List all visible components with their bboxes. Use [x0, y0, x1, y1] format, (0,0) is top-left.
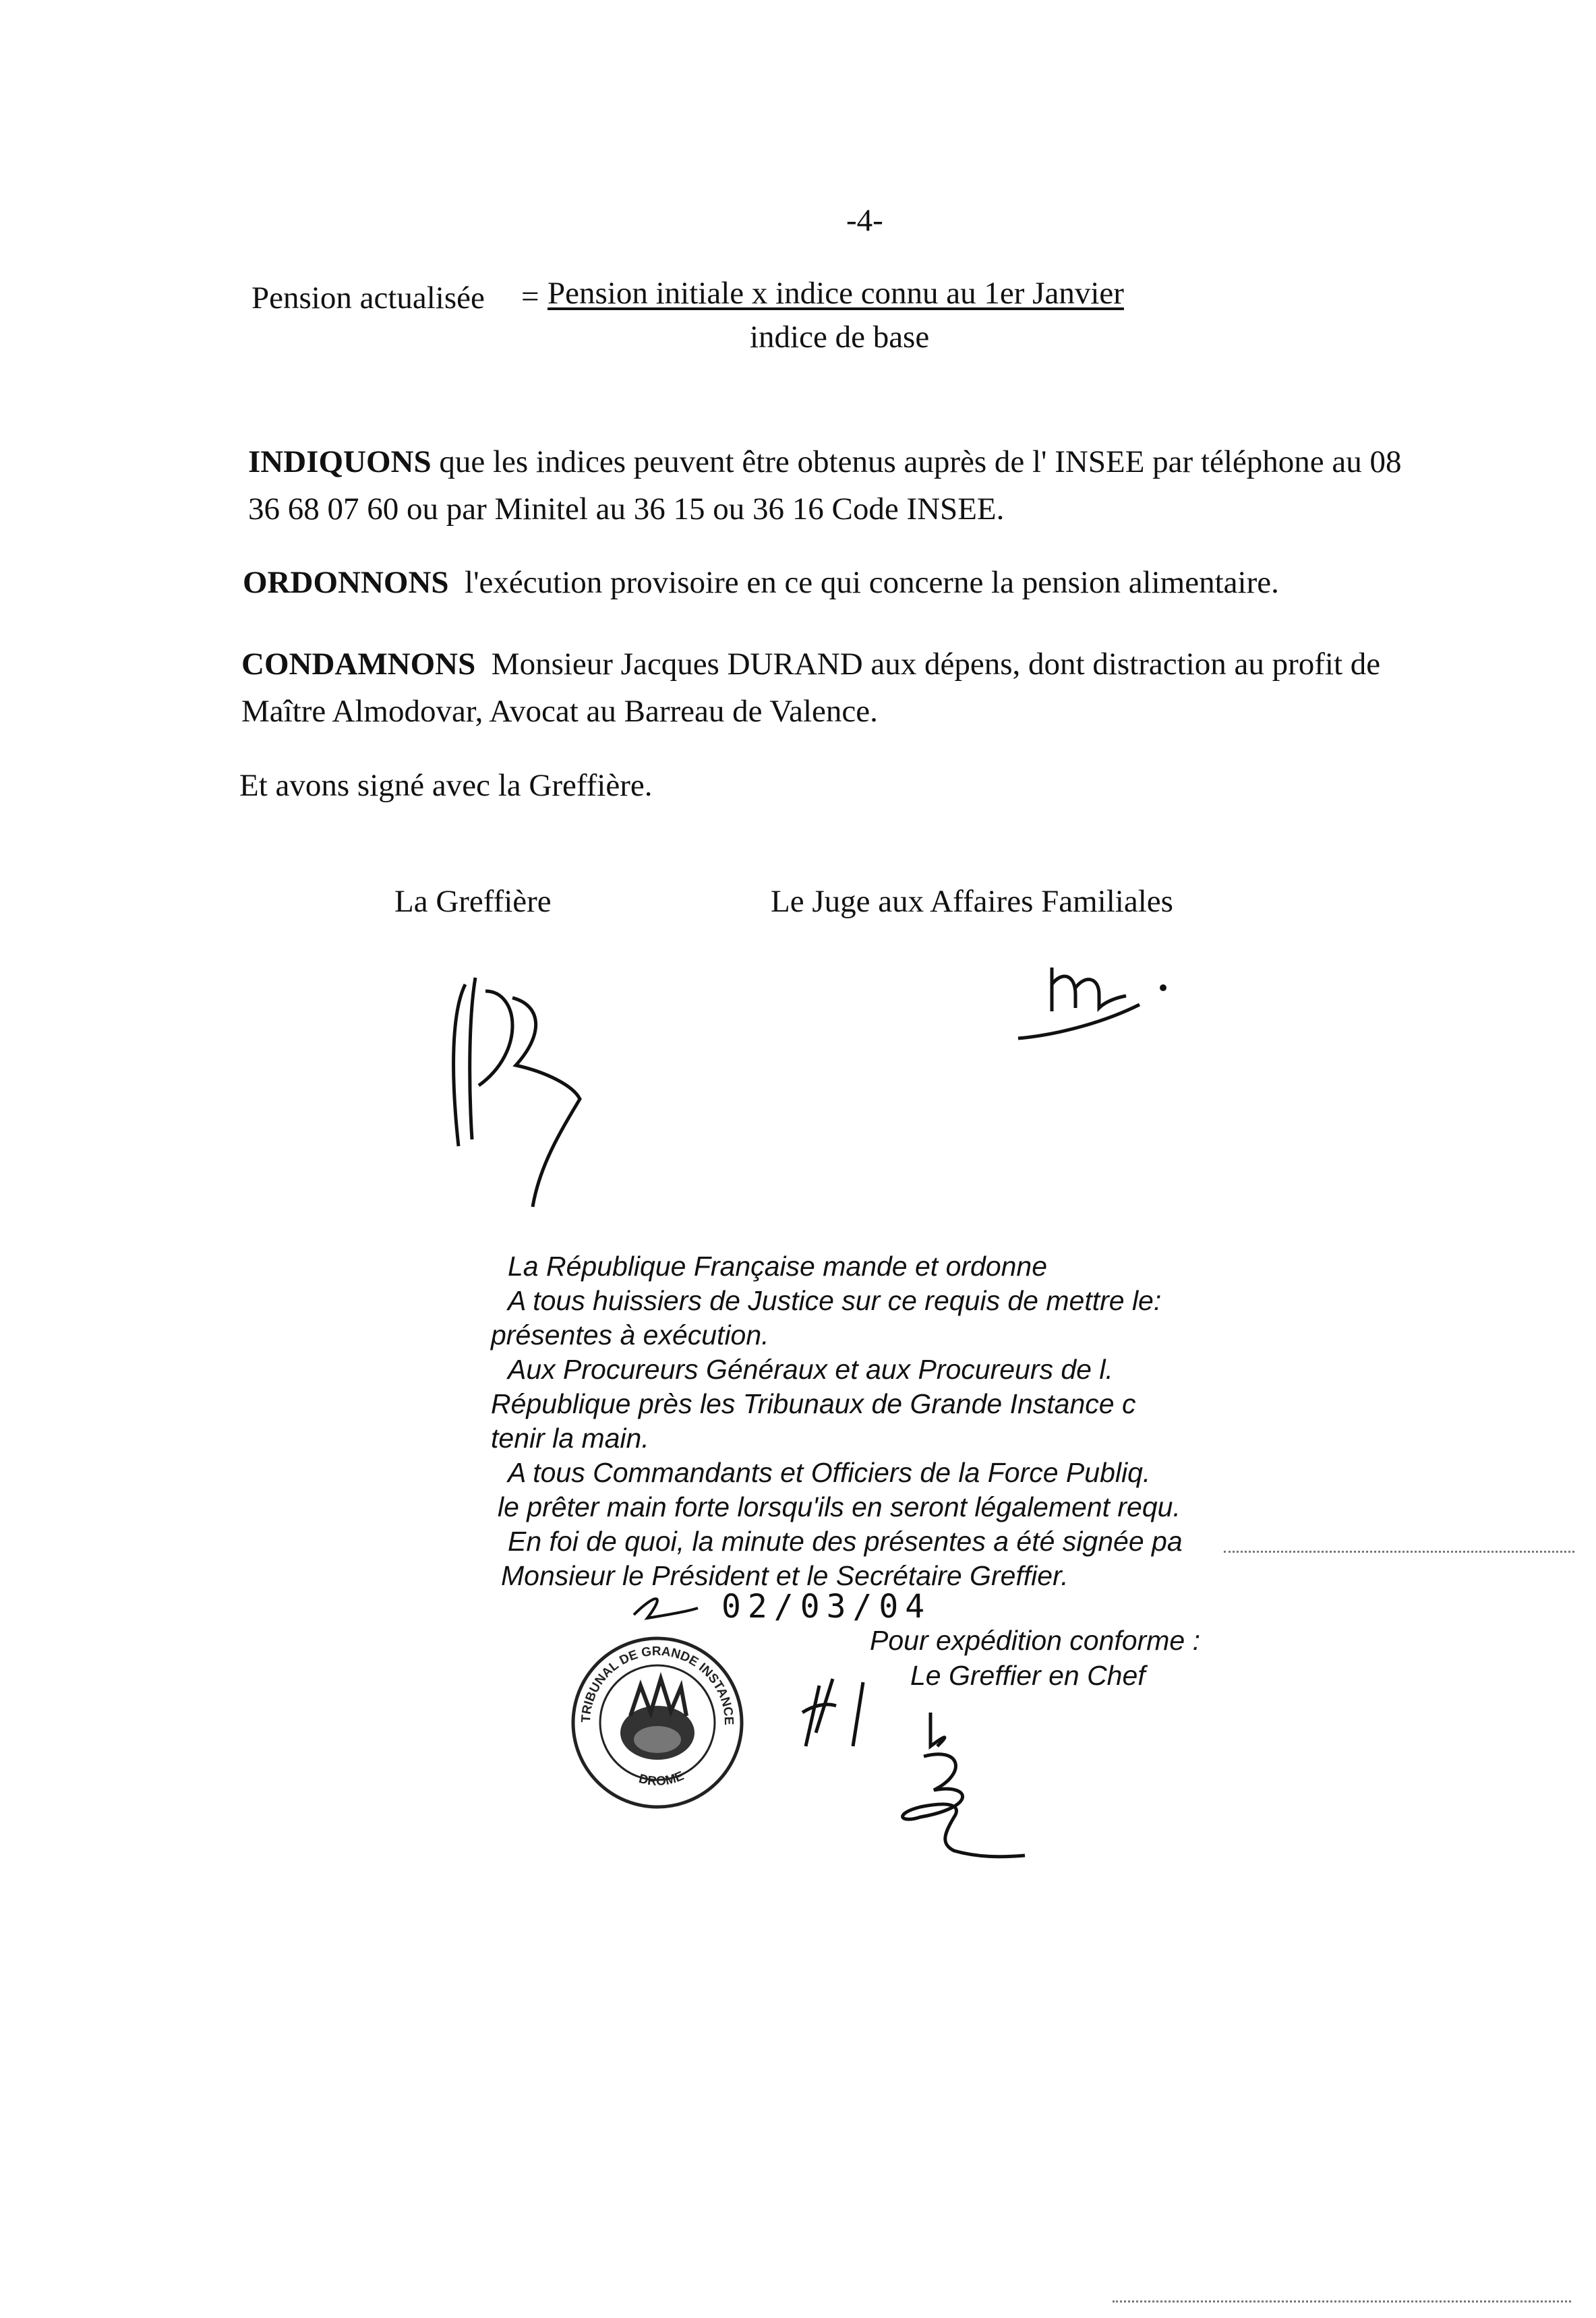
dotted-line [1113, 2300, 1571, 2302]
date-flourish [627, 1588, 701, 1628]
greffier-en-chef-signature [799, 1672, 1028, 1861]
executory-line: Monsieur le Président et le Secrétaire Greffier. [501, 1560, 1069, 1591]
greffier-en-chef: Le Greffier en Chef [910, 1660, 1146, 1691]
condamnons-line2: Maître Almodovar, Avocat au Barreau de Valence. [241, 694, 878, 729]
seal-text-bottom: DROME [637, 1769, 686, 1789]
indiquons-paragraph [248, 438, 1402, 533]
executory-line: présentes à exécution. [491, 1319, 769, 1350]
handwritten-date: 02/03/04 [721, 1588, 932, 1626]
indiquons-line1: que les indices peuvent être obtenus auprès de l' INSEE par téléphone au 08 [439, 444, 1402, 479]
closing-sentence: Et avons signé avec la Greffière. [239, 768, 653, 803]
greffiere-signature [438, 971, 614, 1214]
executory-line: A tous Commandants et Officiers de la Force Publiq. [508, 1457, 1151, 1488]
indiquons-line2: 36 68 07 60 ou par Minitel au 36 15 ou 36 16 Code INSEE. [248, 492, 1005, 527]
juge-title: Le Juge aux Affaires Familiales [771, 884, 1173, 919]
formula-denominator: indice de base [750, 320, 930, 355]
formula-label: Pension actualisée [252, 280, 485, 316]
svg-text:DROME [637, 1769, 686, 1789]
executory-line: La République Française mande et ordonne [508, 1251, 1048, 1282]
ordonnons-paragraph [243, 564, 1279, 601]
seal-emblem [620, 1679, 694, 1760]
condamnons-line1: Monsieur Jacques DURAND aux dépens, dont distraction au profit de [491, 647, 1381, 682]
condamnons-keyword: CONDAMNONS [241, 647, 476, 682]
executory-line: A tous huissiers de Justice sur ce requis de mettre le: [508, 1285, 1162, 1316]
page-number: -4- [846, 203, 883, 238]
executory-line: République près les Tribunaux de Grande Instance c [491, 1388, 1136, 1419]
court-seal [562, 1621, 748, 1814]
formula-numerator: Pension initiale x indice connu au 1er Janvier [548, 276, 1124, 311]
expedition-conforme: Pour expédition conforme : [870, 1625, 1200, 1656]
formula-equals: = [521, 279, 539, 314]
condamnons-paragraph [241, 641, 1380, 735]
executory-line: le prêter main forte lorsqu'ils en seront légalement requ. [498, 1491, 1181, 1522]
dotted-line [1224, 1551, 1574, 1553]
juge-signature [1011, 954, 1187, 1042]
executory-formula [491, 1249, 1183, 1593]
greffiere-title: La Greffière [394, 884, 552, 919]
executory-line: Aux Procureurs Généraux et aux Procureurs de l. [508, 1354, 1113, 1385]
ordonnons-keyword: ORDONNONS [243, 565, 449, 600]
ordonnons-text: l'exécution provisoire en ce qui concerne la pension alimentaire. [465, 565, 1279, 600]
seal-text-top: TRIBUNAL DE GRANDE INSTANCE DE VALENCE [562, 1621, 736, 1725]
indiquons-keyword: INDIQUONS [248, 444, 432, 479]
executory-line: tenir la main. [491, 1423, 649, 1454]
executory-line: En foi de quoi, la minute des présentes a été signée pa [508, 1526, 1183, 1557]
